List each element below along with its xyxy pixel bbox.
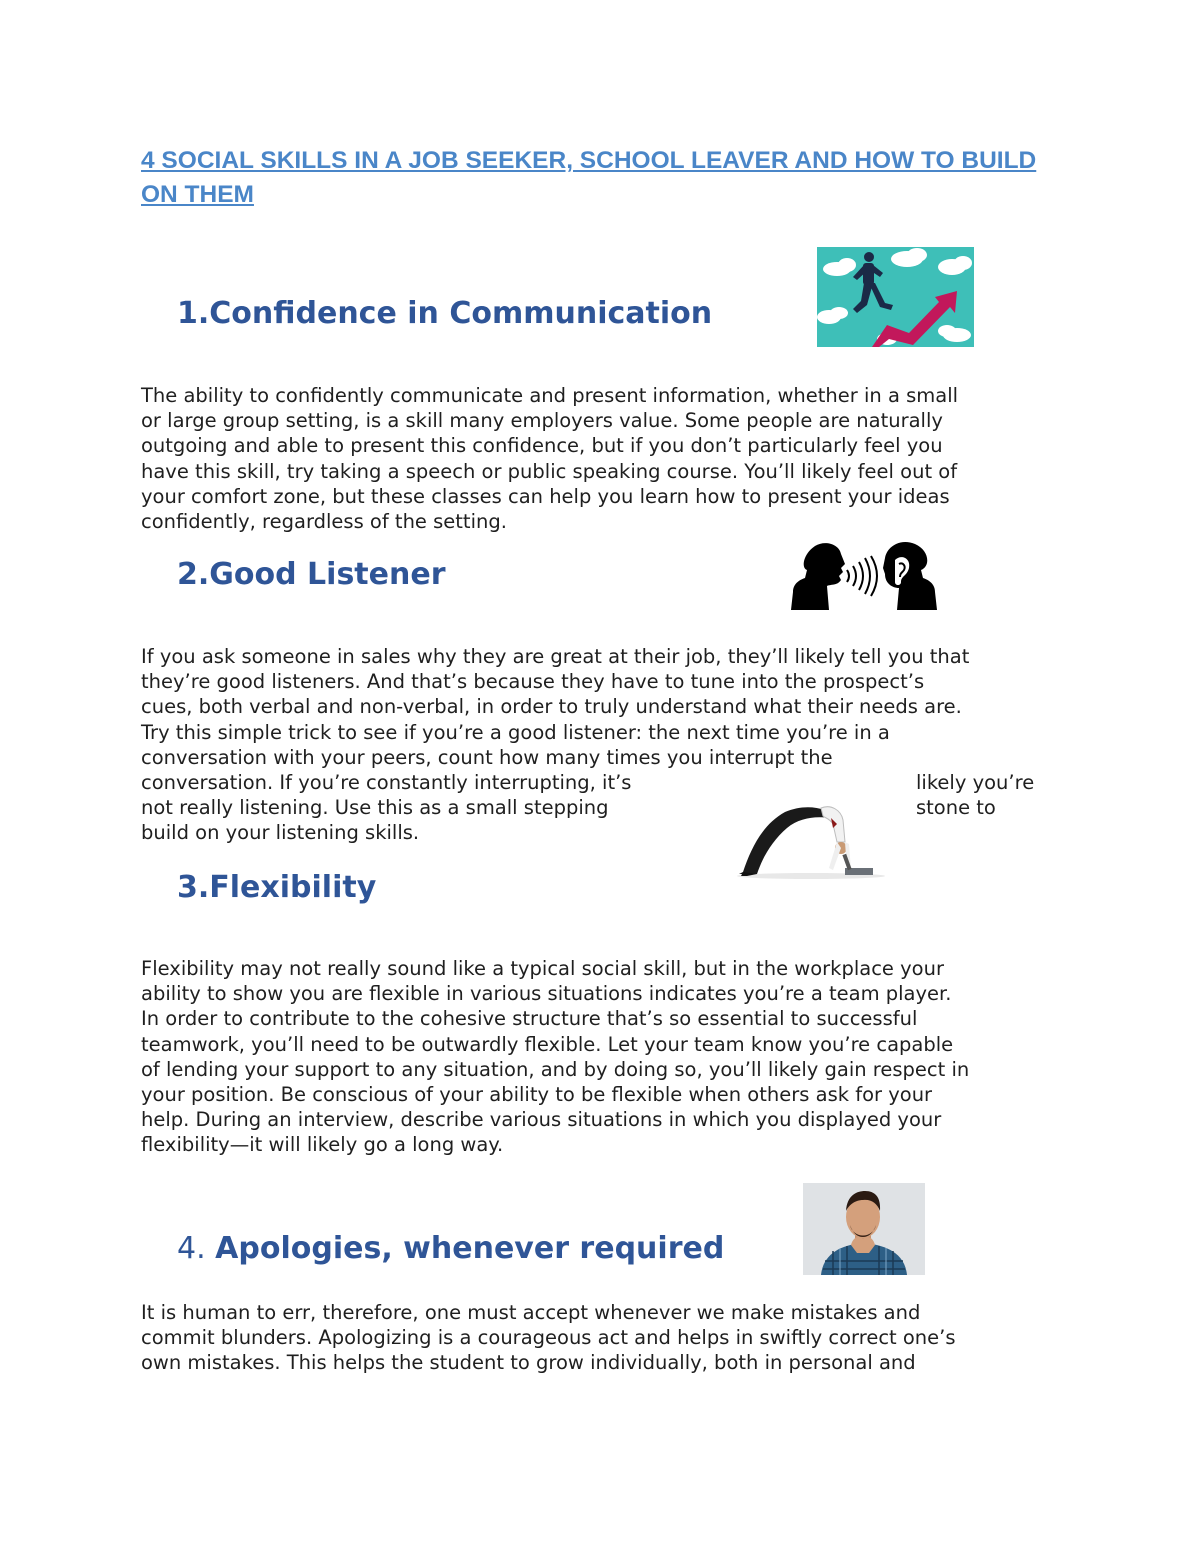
section-1-body [141, 383, 1071, 534]
man-bending-backwards-icon [733, 798, 888, 880]
section-4-line: It is human to err, therefore, one must accept whenever we make mistakes and [141, 1301, 921, 1324]
section-3-line: Flexibility may not really sound like a typical social skill, but in the workplace your [141, 957, 944, 980]
section-4-title: Apologies, whenever required [215, 1231, 725, 1266]
section-1-line: outgoing and able to present this confidence, but if you don’t particularly feel you [141, 434, 943, 458]
section-2-line: If you ask someone in sales why they are great at their job, they’ll likely tell you that [141, 645, 970, 668]
businessman-running-up-arrow-icon [817, 247, 974, 347]
section-3-line: help. During an interview, describe various situations in which you displayed your [141, 1108, 942, 1132]
section-2-heading [177, 557, 446, 592]
section-2-line: cues, both verbal and non-verbal, in order to truly understand what their needs are. [141, 695, 962, 719]
section-3-heading [177, 870, 376, 905]
document-title[interactable]: 4 SOCIAL SKILLS IN A JOB SEEKER, SCHOOL LEAVER AND HOW TO BUILD ON THEM [141, 147, 1037, 208]
section-4-heading [177, 1231, 724, 1266]
section-2-line: conversation with your peers, count how many times you interrupt the [141, 745, 833, 769]
section-3-body [141, 956, 1071, 1158]
section-3-number: 3. [177, 870, 210, 905]
split-line-right: stone to [916, 796, 996, 820]
speaker-and-listener-silhouette-icon [789, 540, 939, 610]
section-3-line: of lending your support to any situation, and by doing so, you’ll likely gain respect in [141, 1057, 970, 1081]
section-4-line: commit blunders. Apologizing is a courageous act and helps in swiftly correct one’s [141, 1326, 956, 1350]
section-2-number: 2. [177, 557, 210, 592]
section-1-line: The ability to confidently communicate and present information, whether in a small [141, 384, 959, 407]
section-3-title: Flexibility [209, 870, 377, 905]
split-line-left: conversation. If you’re constantly interrupting, it’s [141, 771, 632, 795]
section-4-body [141, 1300, 1071, 1376]
section-2-title: Good Listener [209, 557, 446, 592]
section-3-line: flexibility—it will likely go a long way. [141, 1133, 504, 1157]
split-line-right: likely you’re [916, 771, 1035, 795]
section-1-heading [177, 296, 712, 331]
section-2-line: Try this simple trick to see if you’re a good listener: the next time you’re in a [141, 720, 890, 744]
section-1-line: your comfort zone, but these classes can help you learn how to present your ideas [141, 484, 950, 508]
section-2-split-line [141, 770, 1071, 795]
section-1-line: confidently, regardless of the setting. [141, 510, 507, 534]
section-2-split-line [141, 795, 1071, 820]
section-3-line: your position. Be conscious of your ability to be flexible when others ask for your [141, 1083, 933, 1107]
section-1-title: Confidence in Communication [209, 296, 713, 331]
section-2-line: they’re good listeners. And that’s because they have to tune into the prospect’s [141, 670, 925, 694]
section-3-line: teamwork, you’ll need to be outwardly flexible. Let your team know you’re capable [141, 1032, 954, 1056]
apologizing-man-icon [803, 1183, 925, 1275]
section-3-line: ability to show you are flexible in various situations indicates you’re a team player. [141, 982, 952, 1006]
section-2-line: build on your listening skills. [141, 821, 420, 845]
section-4-line: own mistakes. This helps the student to grow individually, both in personal and [141, 1351, 916, 1375]
split-line-left: not really listening. Use this as a small stepping [141, 796, 609, 820]
section-1-number: 1. [177, 296, 210, 331]
section-3-line: In order to contribute to the cohesive structure that’s so essential to successful [141, 1007, 918, 1031]
section-1-line: or large group setting, is a skill many employers value. Some people are naturally [141, 409, 943, 433]
section-4-number: 4. [177, 1231, 216, 1266]
section-1-line: have this skill, try taking a speech or public speaking course. You’ll likely feel out of [141, 459, 958, 483]
section-2-body [141, 644, 1071, 846]
